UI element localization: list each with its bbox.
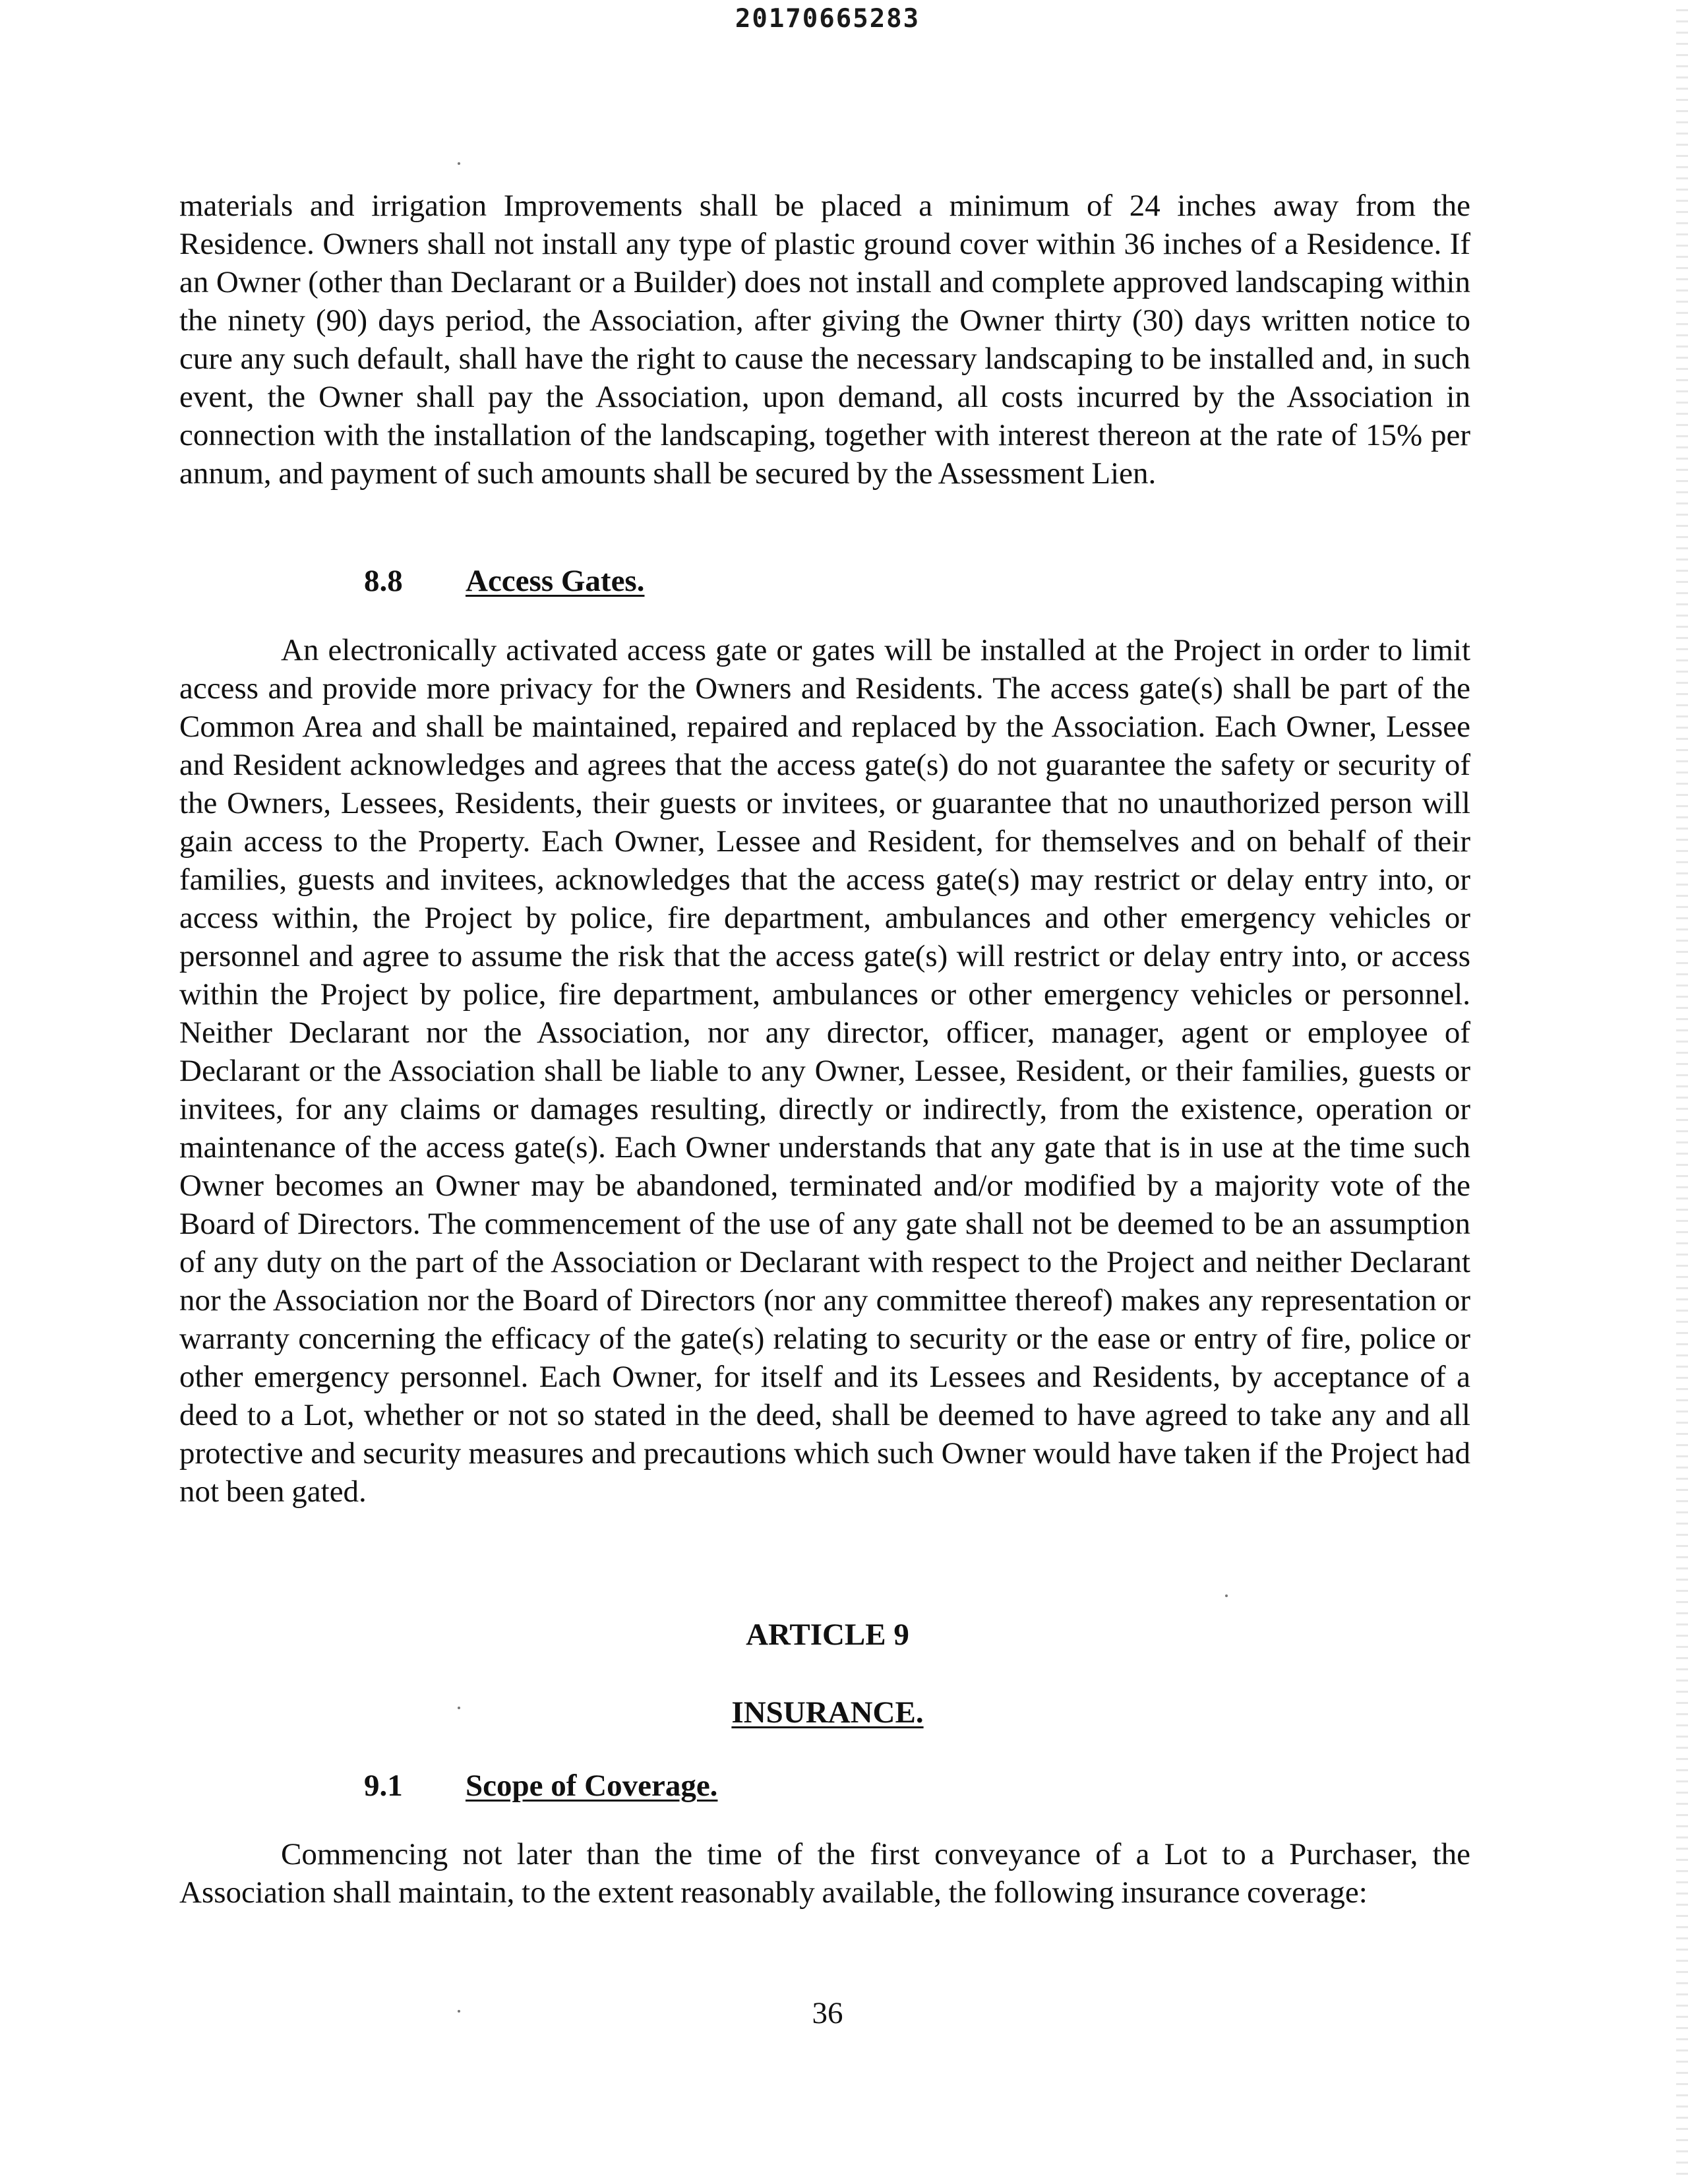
article-title (0, 1693, 1655, 1732)
scan-speck (458, 1707, 460, 1709)
article-heading: ARTICLE 9 (746, 1618, 909, 1652)
section-number: 9.1 (364, 1769, 403, 1803)
article-title-text: INSURANCE. (731, 1695, 924, 1730)
document-number: 20170665283 (735, 4, 920, 34)
scan-edge-artifact (1676, 0, 1688, 2184)
section-heading-8-8 (364, 562, 644, 600)
scan-speck (458, 162, 460, 165)
page-body-scope (179, 1835, 1470, 1912)
scan-speck (1225, 1594, 1228, 1597)
section-title: Access Gates. (466, 564, 645, 598)
section-title: Scope of Coverage. (466, 1769, 718, 1803)
paragraph-scope-of-coverage: Commencing not later than the time of the first conveyance of a Lot to a Purchaser, the Association shall maintain, to the extent reasonably available, the following insurance coverage: (179, 1837, 1470, 1910)
paragraph-landscaping-continued: materials and irrigation Improvements shall be placed a minimum of 24 inches away from the Residence. Owners shall not install any type of plastic ground cover within 36 inches of a Residence. If an Owner (other than Declarant or a Builder) does not install and complete approved landscaping within the ninety (90) days period, the Association, after giving the Owner thirty (30) days written notice to cure any such default, shall have the right to cause the necessary landscaping to be installed and, in such event, the Owner shall pay the Association, upon demand, all costs incurred by the Association in connection with the installation of the landscaping, together with interest thereon at the rate of 15% per annum, and payment of such amounts shall be secured by the Assessment Lien. (179, 189, 1470, 491)
page-body-top (179, 187, 1470, 493)
section-heading-9-1 (364, 1767, 717, 1805)
section-number: 8.8 (364, 564, 403, 598)
scan-speck (458, 2010, 460, 2013)
paragraph-access-gates: An electronically activated access gate or gates will be installed at the Project in order to limit access and provide more privacy for the Owners and Residents. The access gate(s) shall be part of the Common Area and shall be maintained, repaired and replaced by the Association. Each Owner, Lessee and Resident acknowledges and agrees that the access gate(s) do not guarantee the safety or security of the Owners, Lessees, Residents, their guests or invitees, or guarantee that no unauthorized person will gain access to the Property. Each Owner, Lessee and Resident, for themselves and on behalf of their families, guests and invitees, acknowledges that the access gate(s) may restrict or delay entry into, or access within, the Project by police, fire department, ambulances and other emergency vehicles or personnel and agree to assume the risk that the access gate(s) will restrict or delay entry into, or access within the Project by police, fire department, ambulances or other emergency vehicles or personnel. Neither Declarant nor the Association, nor any director, officer, manager, agent or employee of Declarant or the Association shall be liable to any Owner, Lessee, Resident, or their families, guests or invitees, for any claims or damages resulting, directly or indirectly, from the existence, operation or maintenance of the access gate(s). Each Owner understands that any gate that is in use at the time such Owner becomes an Owner may be abandoned, terminated and/or modified by a majority vote of the Board of Directors. The commencement of the use of any gate shall not be deemed to be an assumption of any duty on the part of the Association or Declarant with respect to the Project and neither Declarant nor the Association nor the Board of Directors (nor any committee thereof) makes any representation or warranty concerning the efficacy of the gate(s) relating to security or the ease or entry of fire, police or other emergency personnel. Each Owner, for itself and its Lessees and Residents, by acceptance of a deed to a Lot, whether or not so stated in the deed, shall be deemed to have agreed to take any and all protective and security measures and precautions which such Owner would have taken if the Project had not been gated. (179, 633, 1470, 1509)
page-number: 36 (812, 1996, 843, 2030)
page-body-access-gates (179, 631, 1470, 1511)
